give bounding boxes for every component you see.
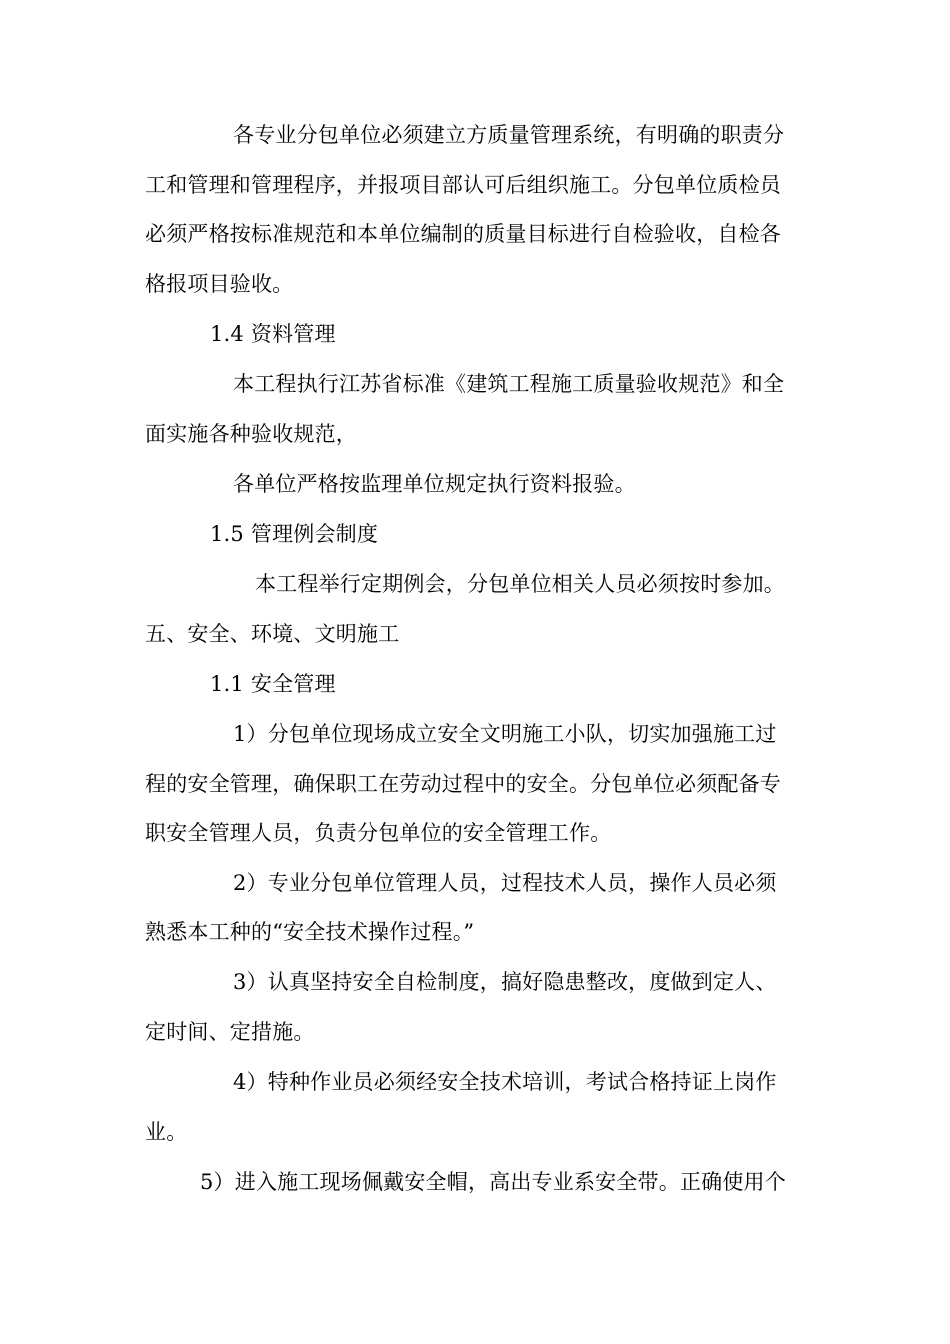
paragraph-line: 各单位严格按监理单位规定执行资料报验。: [233, 472, 636, 496]
list-item-line: 业。: [145, 1120, 188, 1144]
paragraph-line: 本工程举行定期例会，分包单位相关人员必须按时参加。: [255, 572, 785, 596]
chapter-heading: 五、安全、环境、文明施工: [145, 622, 400, 646]
list-item-line: 5）进入施工现场佩戴安全帽，高出专业系安全带。正确使用个: [200, 1170, 786, 1194]
list-item-line: 2）专业分包单位管理人员，过程技术人员，操作人员必须: [233, 871, 777, 895]
paragraph-line: 本工程执行江苏省标准《建筑工程施工质量验收规范》和全: [233, 372, 785, 396]
list-item-line: 职安全管理人员，负责分包单位的安全管理工作。: [145, 821, 612, 845]
section-heading: 1.5 管理例会制度: [210, 522, 379, 546]
paragraph-line: 必须严格按标准规范和本单位编制的质量目标进行自检验收，自检各: [145, 222, 781, 246]
paragraph-line: 各专业分包单位必须建立方质量管理系统，有明确的职责分: [233, 123, 785, 147]
section-heading: 1.4 资料管理: [210, 322, 336, 346]
list-item-line: 3）认真坚持安全自检制度，搞好隐患整改，度做到定人、: [233, 970, 777, 994]
section-heading: 1.1 安全管理: [210, 672, 336, 696]
list-item-line: 定时间、定措施。: [145, 1020, 315, 1044]
list-item-line: 程的安全管理，确保职工在劳动过程中的安全。分包单位必须配备专: [145, 772, 781, 796]
paragraph-line: 面实施各种验收规范，: [145, 422, 357, 446]
list-item-line: 1）分包单位现场成立安全文明施工小队，切实加强施工过: [233, 722, 777, 746]
list-item-line: 4）特种作业员必须经安全技术培训，考试合格持证上岗作: [233, 1070, 777, 1094]
paragraph-line: 工和管理和管理程序，并报项目部认可后组织施工。分包单位质检员: [145, 173, 781, 197]
list-item-line: 熟悉本工种的“安全技术操作过程。”: [145, 920, 475, 944]
paragraph-line: 格报项目验收。: [145, 272, 294, 296]
